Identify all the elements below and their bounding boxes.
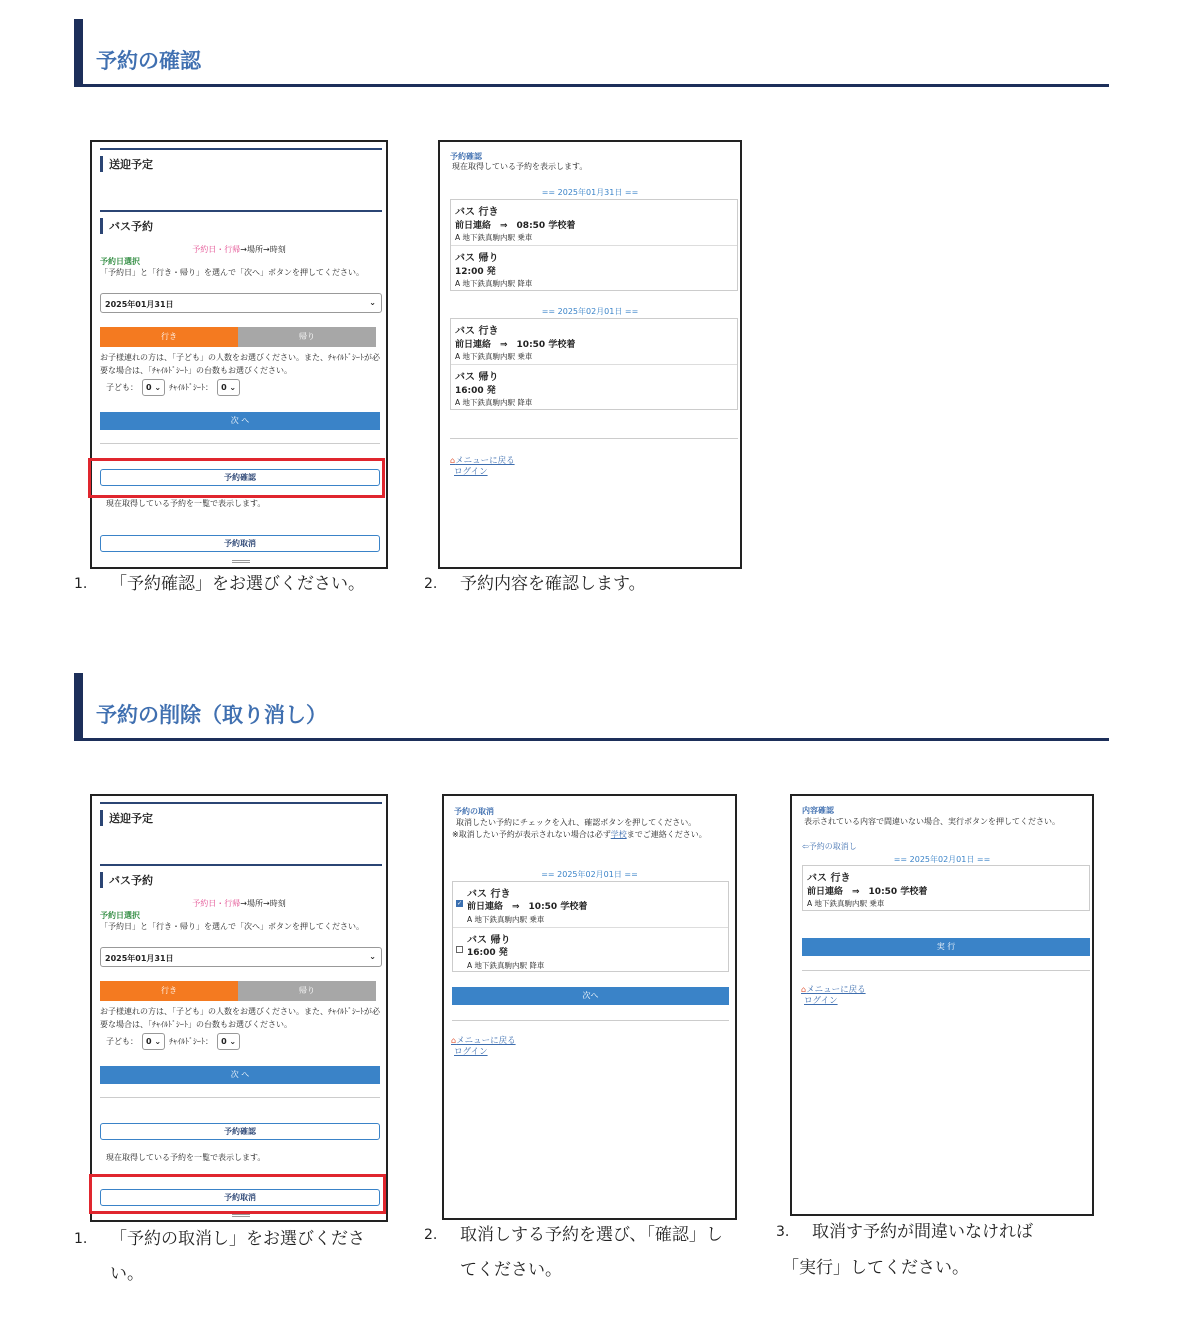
caption-number: 3. [776,1224,790,1240]
highlight-box [88,458,385,498]
header-label: バス予約 [100,872,153,888]
item-place: A 地下鉄真駒内駅 降車 [455,398,533,407]
direction-toggle [100,981,376,1001]
caption-text: 取消しする予約を選び、「確認」し [460,1225,723,1245]
header-bus [100,210,382,236]
back-arrow-icon: ⇦ [802,842,809,851]
toggle-go[interactable]: 行き [100,981,238,1001]
phone-screenshot-confirm [90,140,388,569]
seat-label: ﾁｬｲﾙﾄﾞｼｰﾄ： [169,1037,214,1046]
seat-label: ﾁｬｲﾙﾄﾞｼｰﾄ： [169,383,214,392]
item-place: A 地下鉄真駒内駅 降車 [455,279,533,288]
section-header-cancel [74,673,1109,741]
header-pickup [100,148,382,174]
step-current: 予約日・行帰 [192,899,241,908]
step-rest: →場所→時刻 [240,245,286,254]
menu-link-label: メニューに戻る [806,985,866,995]
cancel-list-screenshot [442,794,737,1220]
item-title: バス 行き [455,326,499,337]
counters [106,1033,240,1050]
menu-link-label: メニューに戻る [455,456,515,466]
checkbox-icon[interactable] [456,946,463,953]
date-select-label: 予約日選択 [100,257,140,266]
list-item[interactable] [453,882,728,927]
item-time: 前日連絡 ⇒ 10:50 学校着 [455,340,576,350]
step-current: 予約日・行帰 [192,245,241,254]
instruction-text: 「予約日」と「行き・帰り」を選んで「次へ」ボタンを押してください。 [100,268,364,277]
item-place: A 地下鉄真駒内駅 乗車 [807,899,885,908]
chevron-down-icon: ⌄ [369,298,376,307]
desc-text: ※取消したい予約が表示されない場合は必ず [452,830,611,839]
section-title: 予約の確認 [96,49,201,73]
caption-text: てください。 [460,1260,562,1280]
screen-title: 予約確認 [450,152,482,161]
item-title: バス 帰り [467,935,511,946]
next-button[interactable]: 次へ [452,987,729,1005]
login-link[interactable]: ログイン [454,467,488,477]
caption-text: 「実行」してください。 [782,1258,969,1278]
phone-screenshot-cancel [90,794,388,1222]
screen-desc: 現在取得している予約を表示します。 [452,162,588,171]
list-item [451,319,737,364]
section-title: 予約の削除（取り消し） [96,703,327,727]
item-place: A 地下鉄真駒内駅 乗車 [455,233,533,242]
header-label: 送迎予定 [100,156,153,172]
date-select[interactable] [100,293,382,313]
checkbox-checked-icon[interactable]: ✓ [457,900,463,907]
reservation-card [450,318,738,410]
section-header-confirm [74,19,1109,87]
date-heading: == 2025年01月31日 == [541,188,639,197]
divider [100,443,380,444]
desc-text: までご連絡ください。 [626,830,707,839]
item-place: A 地下鉄真駒内駅 乗車 [455,352,533,361]
list-item [451,245,737,290]
seat-count-select[interactable]: 0 ⌄ [217,379,240,396]
reservation-cancel-button[interactable]: 予約取消 [100,535,380,552]
divider [452,1020,729,1021]
item-title: バス 帰り [455,372,499,383]
execute-button[interactable]: 実 行 [802,938,1090,956]
confirm-note: 現在取得している予約を一覧で表示します。 [106,499,266,508]
date-heading: == 2025年02月01日 == [893,855,991,864]
item-title: バス 行き [807,873,851,884]
caption-text: 予約内容を確認します。 [460,574,646,594]
toggle-go[interactable]: 行き [100,327,238,347]
caption-text: 「予約確認」をお選びください。 [110,574,365,594]
menu-link-label: メニューに戻る [456,1036,516,1046]
item-time: 12:00 発 [455,267,496,277]
back-link[interactable] [802,840,857,853]
header-pickup [100,802,382,828]
item-time: 前日連絡 ⇒ 08:50 学校着 [455,221,576,231]
item-place: A 地下鉄真駒内駅 降車 [467,961,545,970]
direction-toggle [100,327,376,347]
chevron-down-icon: ⌄ [369,952,376,961]
next-button[interactable]: 次 へ [100,1066,380,1084]
caption-text: 取消す予約が間違いなければ [812,1222,1033,1242]
screen-desc: 取消したい予約にチェックを入れ、確認ボタンを押してください。 [456,818,697,827]
caption-number: 1. [74,576,88,592]
divider [450,438,738,439]
item-time: 前日連絡 ⇒ 10:50 学校着 [807,887,928,897]
header-bus [100,864,382,890]
child-label: 子ども： [106,1037,138,1046]
toggle-return[interactable]: 帰り [238,327,376,347]
next-button[interactable]: 次 へ [100,412,380,430]
instruction-text: 「予約日」と「行き・帰り」を選んで「次へ」ボタンを押してください。 [100,922,364,931]
date-heading: == 2025年02月01日 == [541,307,639,316]
step-indicator [92,898,386,909]
toggle-return[interactable]: 帰り [238,981,376,1001]
divider [802,970,1090,971]
screen-title: 内容確認 [802,806,834,815]
child-count-select[interactable]: 0 ⌄ [142,1033,165,1050]
item-title: バス 行き [467,889,511,900]
back-link-label: 予約の取消し [808,842,857,851]
screen-desc: 表示されている内容で間違いない場合、実行ボタンを押してください。 [804,817,1060,826]
confirm-list-screenshot [438,140,742,569]
child-count-select[interactable]: 0 ⌄ [142,379,165,396]
header-label: バス予約 [100,218,153,234]
reservation-cancel-button[interactable]: 予約取消 [100,1189,380,1206]
step-indicator [92,244,386,255]
divider [100,1097,380,1098]
child-note: お子様連れの方は、「子ども」の人数をお選びください。また、ﾁｬｲﾙﾄﾞｼｰﾄが必要な場合は、「ﾁｬｲﾙﾄﾞｼｰﾄ」の台数もお選びください。 [100,1007,380,1029]
caption-number: 1. [74,1231,88,1247]
reservation-confirm-button[interactable]: 予約確認 [100,469,380,486]
reservation-card [450,199,738,291]
header-label: 送迎予定 [100,810,153,826]
list-item [451,364,737,409]
child-label: 子ども： [106,383,138,392]
date-value: 2025年01月31日 [105,954,174,963]
item-time: 16:00 発 [455,386,496,396]
caption-number: 2. [424,576,438,592]
caption-text: い。 [110,1264,144,1284]
home-icon: ⌂ [451,1036,457,1045]
list-item [451,200,737,245]
screen-desc-note [452,829,707,841]
item-time: 16:00 発 [467,948,508,958]
execute-screenshot [790,794,1094,1216]
counters [106,379,240,396]
item-place: A 地下鉄真駒内駅 乗車 [467,915,545,924]
list-item[interactable] [453,927,728,972]
list-item [803,866,1089,911]
grip-handle-icon [232,560,250,563]
step-rest: →場所→時刻 [240,899,286,908]
home-icon: ⌂ [801,985,807,994]
screen-title: 予約の取消 [454,807,494,816]
home-icon: ⌂ [450,456,456,465]
date-select-label: 予約日選択 [100,911,140,920]
reservation-card [802,865,1090,911]
login-link[interactable]: ログイン [804,996,838,1006]
seat-count-select[interactable]: 0 ⌄ [217,1033,240,1050]
school-link[interactable]: 学校 [610,830,627,839]
login-link[interactable]: ログイン [454,1047,488,1057]
child-note: お子様連れの方は、「子ども」の人数をお選びください。また、ﾁｬｲﾙﾄﾞｼｰﾄが必要な場合は、「ﾁｬｲﾙﾄﾞｼｰﾄ」の台数もお選びください。 [100,353,380,375]
caption-number: 2. [424,1227,438,1243]
highlight-box [89,1174,386,1214]
date-select[interactable] [100,947,382,967]
date-value: 2025年01月31日 [105,300,174,309]
reservation-card [452,881,729,972]
item-title: バス 帰り [455,253,499,264]
caption-text: 「予約の取消し」をお選びくださ [110,1229,365,1249]
grip-handle-icon [232,1214,250,1217]
item-time: 前日連絡 ⇒ 10:50 学校着 [467,902,588,912]
date-heading: == 2025年02月01日 == [541,870,638,879]
confirm-note: 現在取得している予約を一覧で表示します。 [106,1153,266,1162]
reservation-confirm-button[interactable]: 予約確認 [100,1123,380,1140]
item-title: バス 行き [455,207,499,218]
